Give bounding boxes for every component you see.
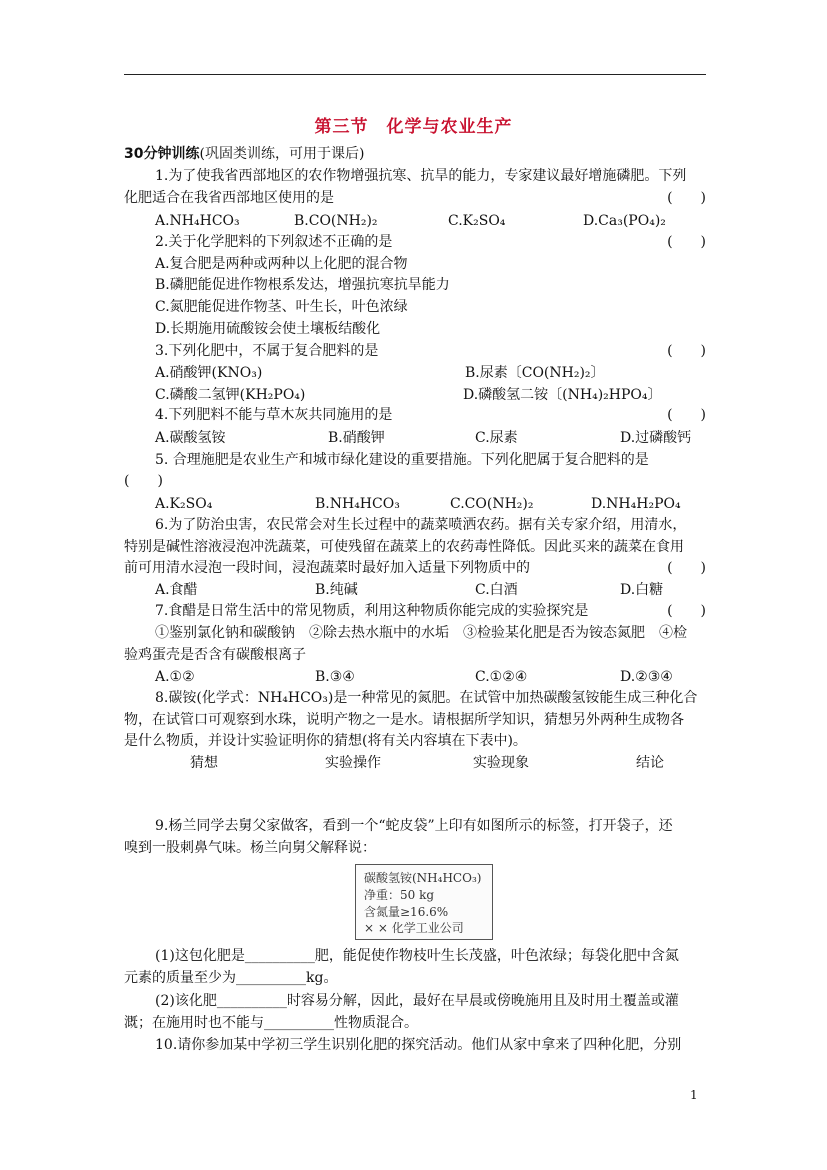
- q7-answer-paren: ( ): [667, 603, 706, 619]
- q3-answer-paren: ( ): [667, 343, 706, 359]
- q4-option-c: C.尿素: [475, 430, 518, 446]
- q7-option-a: A.①②: [155, 669, 195, 685]
- q1-option-d: D.Ca₃(PO₄)₂: [583, 213, 666, 229]
- q3-option-a: A.硝酸钾(KNO₃): [155, 365, 263, 381]
- q6-stem-line2: 特别是碱性溶液浸泡冲洗蔬菜，可使残留在蔬菜上的农药毒性降低。因此买来的蔬菜在食用: [124, 539, 684, 555]
- q9-sub1-line1: (1)这包化肥是__________肥，能促使作物枝叶生长茂盛，叶色浓绿；每袋化肥中含氮: [155, 948, 679, 964]
- intro-rest: (巩固类训练，可用于课后): [199, 146, 365, 162]
- q7-option-b: B.③④: [315, 669, 355, 685]
- q5-option-c: C.CO(NH₂)₂: [450, 496, 534, 512]
- q5-option-d: D.NH₄H₂PO₄: [591, 496, 681, 512]
- q2-stem: [155, 231, 706, 253]
- q8-header-guess: 猜想: [190, 755, 218, 771]
- q6-stem-text: 前可用清水浸泡一段时间，浸泡蔬菜时最好加入适量下列物质中的: [124, 560, 530, 576]
- q4-option-a: A.碳酸氢铵: [155, 430, 226, 446]
- q4-stem-text: 4.下列肥料不能与草木灰共同施用的是: [155, 407, 393, 423]
- intro-bold: 30分钟训练: [124, 146, 200, 162]
- q7-stem: [155, 600, 706, 622]
- header-rule: [124, 74, 706, 75]
- label-nitrogen-content: 含氮量≥16.6%: [364, 905, 449, 919]
- q9-stem-line1: 9.杨兰同学去舅父家做客，看到一个“蛇皮袋”上印有如图所示的标签，打开袋子，还: [155, 818, 673, 834]
- q8-header-operation: 实验操作: [325, 755, 381, 771]
- q5-answer-paren: ( ): [124, 473, 163, 489]
- q2-answer-paren: ( ): [667, 234, 706, 250]
- q6-stem-line3: [124, 557, 706, 579]
- q5-option-b: B.NH₄HCO₃: [315, 496, 400, 512]
- q1-option-b: B.CO(NH₂)₂: [294, 213, 378, 229]
- label-company: × × 化学工业公司: [364, 921, 464, 935]
- q6-stem-line1: 6.为了防治虫害，农民常会对生长过程中的蔬菜喷洒农药。据有关专家介绍，用清水，: [155, 517, 687, 533]
- q8-table-header: [0, 752, 827, 774]
- label-net-weight: 净重：50 kg: [364, 888, 435, 902]
- page-number: 1: [690, 1088, 698, 1102]
- q1-stem-text: 化肥适合在我省西部地区使用的是: [124, 190, 334, 206]
- q6-option-d: D.白糖: [620, 582, 664, 598]
- q6-option-a: A.食醋: [155, 582, 198, 598]
- q3-option-c: C.磷酸二氢钾(KH₂PO₄): [155, 387, 306, 403]
- q3-option-b: B.尿素〔CO(NH₂)₂〕: [465, 365, 605, 381]
- q1-stem-line1: 1.为了使我省西部地区的农作物增强抗寒、抗旱的能力，专家建议最好增施磷肥。下列: [155, 168, 687, 184]
- q7-stem-line2: ①鉴别氯化钠和碳酸钠 ②除去热水瓶中的水垢 ③检验某化肥是否为铵态氮肥 ④检: [155, 625, 687, 641]
- q8-stem-line1: 8.碳铵(化学式：NH₄HCO₃)是一种常见的氮肥。在试管中加热碳酸氢铵能生成三种化合: [155, 690, 698, 706]
- q9-sub2-line2: 溉；在施用时也不能与__________性物质混合。: [124, 1015, 418, 1031]
- q3-stem-text: 3.下列化肥中，不属于复合肥料的是: [155, 343, 379, 359]
- intro-line: [124, 143, 706, 165]
- q8-header-conclusion: 结论: [636, 755, 664, 771]
- q1-option-a: A.NH₄HCO₃: [155, 213, 240, 229]
- q4-answer-paren: ( ): [667, 407, 706, 423]
- q2-option-b: B.磷肥能促进作物根系发达，增强抗寒抗旱能力: [155, 277, 450, 293]
- q8-stem-line2: 物，在试管口可观察到水珠，说明产物之一是水。请根据所学知识，猜想另外两种生成物各: [124, 712, 684, 728]
- q9-stem-line2: 嗅到一股刺鼻气味。杨兰向舅父解释说：: [124, 840, 376, 856]
- q1-answer-paren: ( ): [667, 190, 706, 206]
- q1-option-c: C.K₂SO₄: [448, 213, 506, 229]
- q6-option-b: B.纯碱: [315, 582, 358, 598]
- q8-stem-line3: 是什么物质，并设计实验证明你的猜想(将有关内容填在下表中)。: [124, 733, 527, 749]
- q10-stem-line1: 10.请你参加某中学初三学生识别化肥的探究活动。他们从家中拿来了四种化肥，分别: [155, 1037, 682, 1053]
- q7-option-c: C.①②④: [475, 669, 528, 685]
- fertilizer-bag-label: [355, 864, 493, 940]
- q4-stem: [155, 404, 706, 426]
- q5-option-a: A.K₂SO₄: [155, 496, 213, 512]
- q7-stem-line3: 验鸡蛋壳是否含有碳酸根离子: [124, 647, 306, 663]
- q4-option-d: D.过磷酸钙: [620, 430, 692, 446]
- q3-stem: [155, 340, 706, 362]
- section-title: 第三节 化学与农业生产: [314, 117, 513, 137]
- q6-option-c: C.白酒: [475, 582, 518, 598]
- q9-sub1-line2: 元素的质量至少为__________kg。: [124, 970, 338, 986]
- q6-answer-paren: ( ): [667, 560, 706, 576]
- q8-header-phenomenon: 实验现象: [473, 755, 529, 771]
- q4-option-b: B.硝酸钾: [328, 430, 385, 446]
- q9-sub2-line1: (2)该化肥__________时容易分解，因此，最好在早晨或傍晚施用且及时用土覆盖或灌: [155, 993, 679, 1009]
- q2-option-a: A.复合肥是两种或两种以上化肥的混合物: [155, 256, 408, 272]
- q1-stem-line2: [124, 187, 706, 209]
- q7-stem-text: 7.食醋是日常生活中的常见物质，利用这种物质你能完成的实验探究是: [155, 603, 589, 619]
- q2-stem-text: 2.关于化学肥料的下列叙述不正确的是: [155, 234, 393, 250]
- q2-option-c: C.氮肥能促进作物茎、叶生长，叶色浓绿: [155, 299, 408, 315]
- q7-option-d: D.②③④: [620, 669, 673, 685]
- q5-stem-line1: 5. 合理施肥是农业生产和城市绿化建设的重要措施。下列化肥属于复合肥料的是: [155, 452, 649, 468]
- label-product-name: 碳酸氢铵(NH₄HCO₃): [364, 871, 482, 885]
- q2-option-d: D.长期施用硫酸铵会使土壤板结酸化: [155, 321, 381, 337]
- q3-option-d: D.磷酸氢二铵〔(NH₄)₂HPO₄〕: [463, 387, 662, 403]
